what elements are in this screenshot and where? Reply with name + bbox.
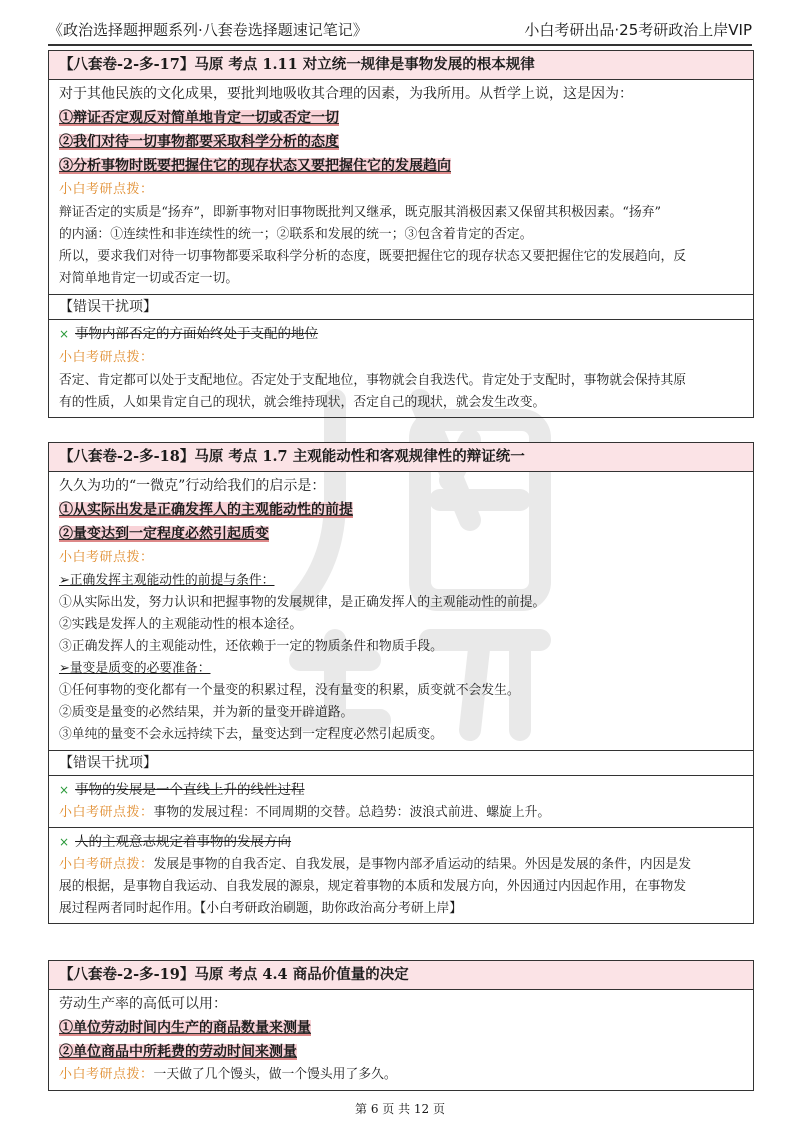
tip-label: 小白考研点拨： xyxy=(59,350,154,365)
header-left-title: 《政治选择题押题系列·八套卷选择题速记笔记》 xyxy=(48,21,368,39)
card-title: 【八套卷-2-多-18】马原 考点 1.7 主观能动性和客观规律性的辩证统一 xyxy=(49,443,753,472)
tip-inline: 一天做了几个馒头，做一个馒头用了多久。 xyxy=(153,1067,397,1082)
tip-line: 的内涵：①连续性和非连续性的统一；②联系和发展的统一；③包含着肯定的否定。 xyxy=(59,227,533,242)
tip-label: 小白考研点拨： xyxy=(59,550,154,565)
page-header xyxy=(48,14,752,46)
tip-inline: 事物的发展过程：不同周期的交替。总趋势：波浪式前进、螺旋上升。 xyxy=(153,805,551,820)
error-item xyxy=(49,320,753,417)
cross-icon: × xyxy=(59,327,70,341)
error-section-heading: 【错误干扰项】 xyxy=(49,750,753,776)
cross-icon: × xyxy=(59,783,70,797)
cross-icon: × xyxy=(59,835,70,849)
page-number: 第 6 页 共 12 页 xyxy=(355,1102,445,1116)
error-item xyxy=(49,827,753,923)
tip-line: ③单纯的量变不会永远持续下去，量变达到一定程度必然引起质变。 xyxy=(59,727,443,742)
tip-subheading: ➢量变是质变的必要准备： xyxy=(59,661,211,676)
tip-line: 展过程两者同时起作用。【小白考研政治刷题，助你政治高分考研上岸】 xyxy=(59,901,463,916)
question-text: 对于其他民族的文化成果，要批判地吸收其合理的因素，为我所用。从哲学上说，这是因为： xyxy=(59,86,633,102)
error-item xyxy=(49,776,753,827)
header-right-title: 小白考研出品·25考研政治上岸VIP xyxy=(524,21,752,39)
tip-line: 有的性质，人如果肯定自己的现状，就会维持现状，否定自己的现状，就会发生改变。 xyxy=(59,395,546,410)
tip-subheading: ➢正确发挥主观能动性的前提与条件： xyxy=(59,573,275,588)
correct-option: ②我们对待一切事物都要采取科学分析的态度 xyxy=(59,134,339,150)
card-title: 【八套卷-2-多-17】马原 考点 1.11 对立统一规律是事物发展的根本规律 xyxy=(49,51,753,80)
correct-option: ①从实际出发是正确发挥人的主观能动性的前提 xyxy=(59,502,353,518)
wrong-option: 人的主观意志规定着事物的发展方向 xyxy=(75,834,292,850)
error-section-heading: 【错误干扰项】 xyxy=(49,294,753,320)
tip-label: 小白考研点拨： xyxy=(59,1067,154,1082)
question-card-17 xyxy=(48,50,754,418)
tip-line: ③正确发挥人的主观能动性，还依赖于一定的物质条件和物质手段。 xyxy=(59,639,443,654)
tip-line: ②实践是发挥人的主观能动性的根本途径。 xyxy=(59,617,303,632)
tip-line: ②质变是量变的必然结果，并为新的量变开辟道路。 xyxy=(59,705,354,720)
card-title: 【八套卷-2-多-19】马原 考点 4.4 商品价值量的决定 xyxy=(49,961,753,990)
tip-label: 小白考研点拨： xyxy=(59,182,154,197)
tip-line: 对简单地肯定一切或否定一切。 xyxy=(59,271,239,286)
correct-option: ①单位劳动时间内生产的商品数量来测量 xyxy=(59,1020,311,1036)
question-card-18 xyxy=(48,442,754,924)
question-text: 久久为功的“一微克”行动给我们的启示是： xyxy=(59,478,326,494)
tip-line: 否定、肯定都可以处于支配地位。否定处于支配地位，事物就会自我迭代。肯定处于支配时，事物就会保持其原 xyxy=(59,373,687,388)
wrong-option: 事物内部否定的方面始终处于支配的地位 xyxy=(75,326,319,342)
correct-option: ②量变达到一定程度必然引起质变 xyxy=(59,526,269,542)
tip-label: 小白考研点拨： xyxy=(59,805,154,820)
tip-label: 小白考研点拨： xyxy=(59,857,154,872)
question-text: 劳动生产率的高低可以用： xyxy=(59,996,227,1012)
wrong-option: 事物的发展是一个直线上升的线性过程 xyxy=(75,782,305,798)
tip-line: ①任何事物的变化都有一个量变的积累过程，没有量变的积累，质变就不会发生。 xyxy=(59,683,520,698)
question-card-19 xyxy=(48,960,754,1091)
tip-inline: 发展是事物的自我否定、自我发展，是事物内部矛盾运动的结果。外因是发展的条件，内因是发 xyxy=(153,857,691,872)
tip-line: ①从实际出发，努力认识和把握事物的发展规律，是正确发挥人的主观能动性的前提。 xyxy=(59,595,546,610)
tip-line: 辩证否定的实质是“扬弃”，即新事物对旧事物既批判又继承，既克服其消极因素又保留其积极因素。“扬弃” xyxy=(59,205,662,220)
tip-line: 展的根据，是事物自我运动、自我发展的源泉，规定着事物的本质和发展方向，外因通过内因起作用，在事物发 xyxy=(59,879,687,894)
correct-option: ①辩证否定观反对简单地肯定一切或否定一切 xyxy=(59,110,339,126)
correct-option: ②单位商品中所耗费的劳动时间来测量 xyxy=(59,1044,297,1060)
tip-line: 所以，要求我们对待一切事物都要采取科学分析的态度，既要把握住它的现存状态又要把握住它的发展趋向，反 xyxy=(59,249,687,264)
correct-option: ③分析事物时既要把握住它的现存状态又要把握住它的发展趋向 xyxy=(59,158,451,174)
